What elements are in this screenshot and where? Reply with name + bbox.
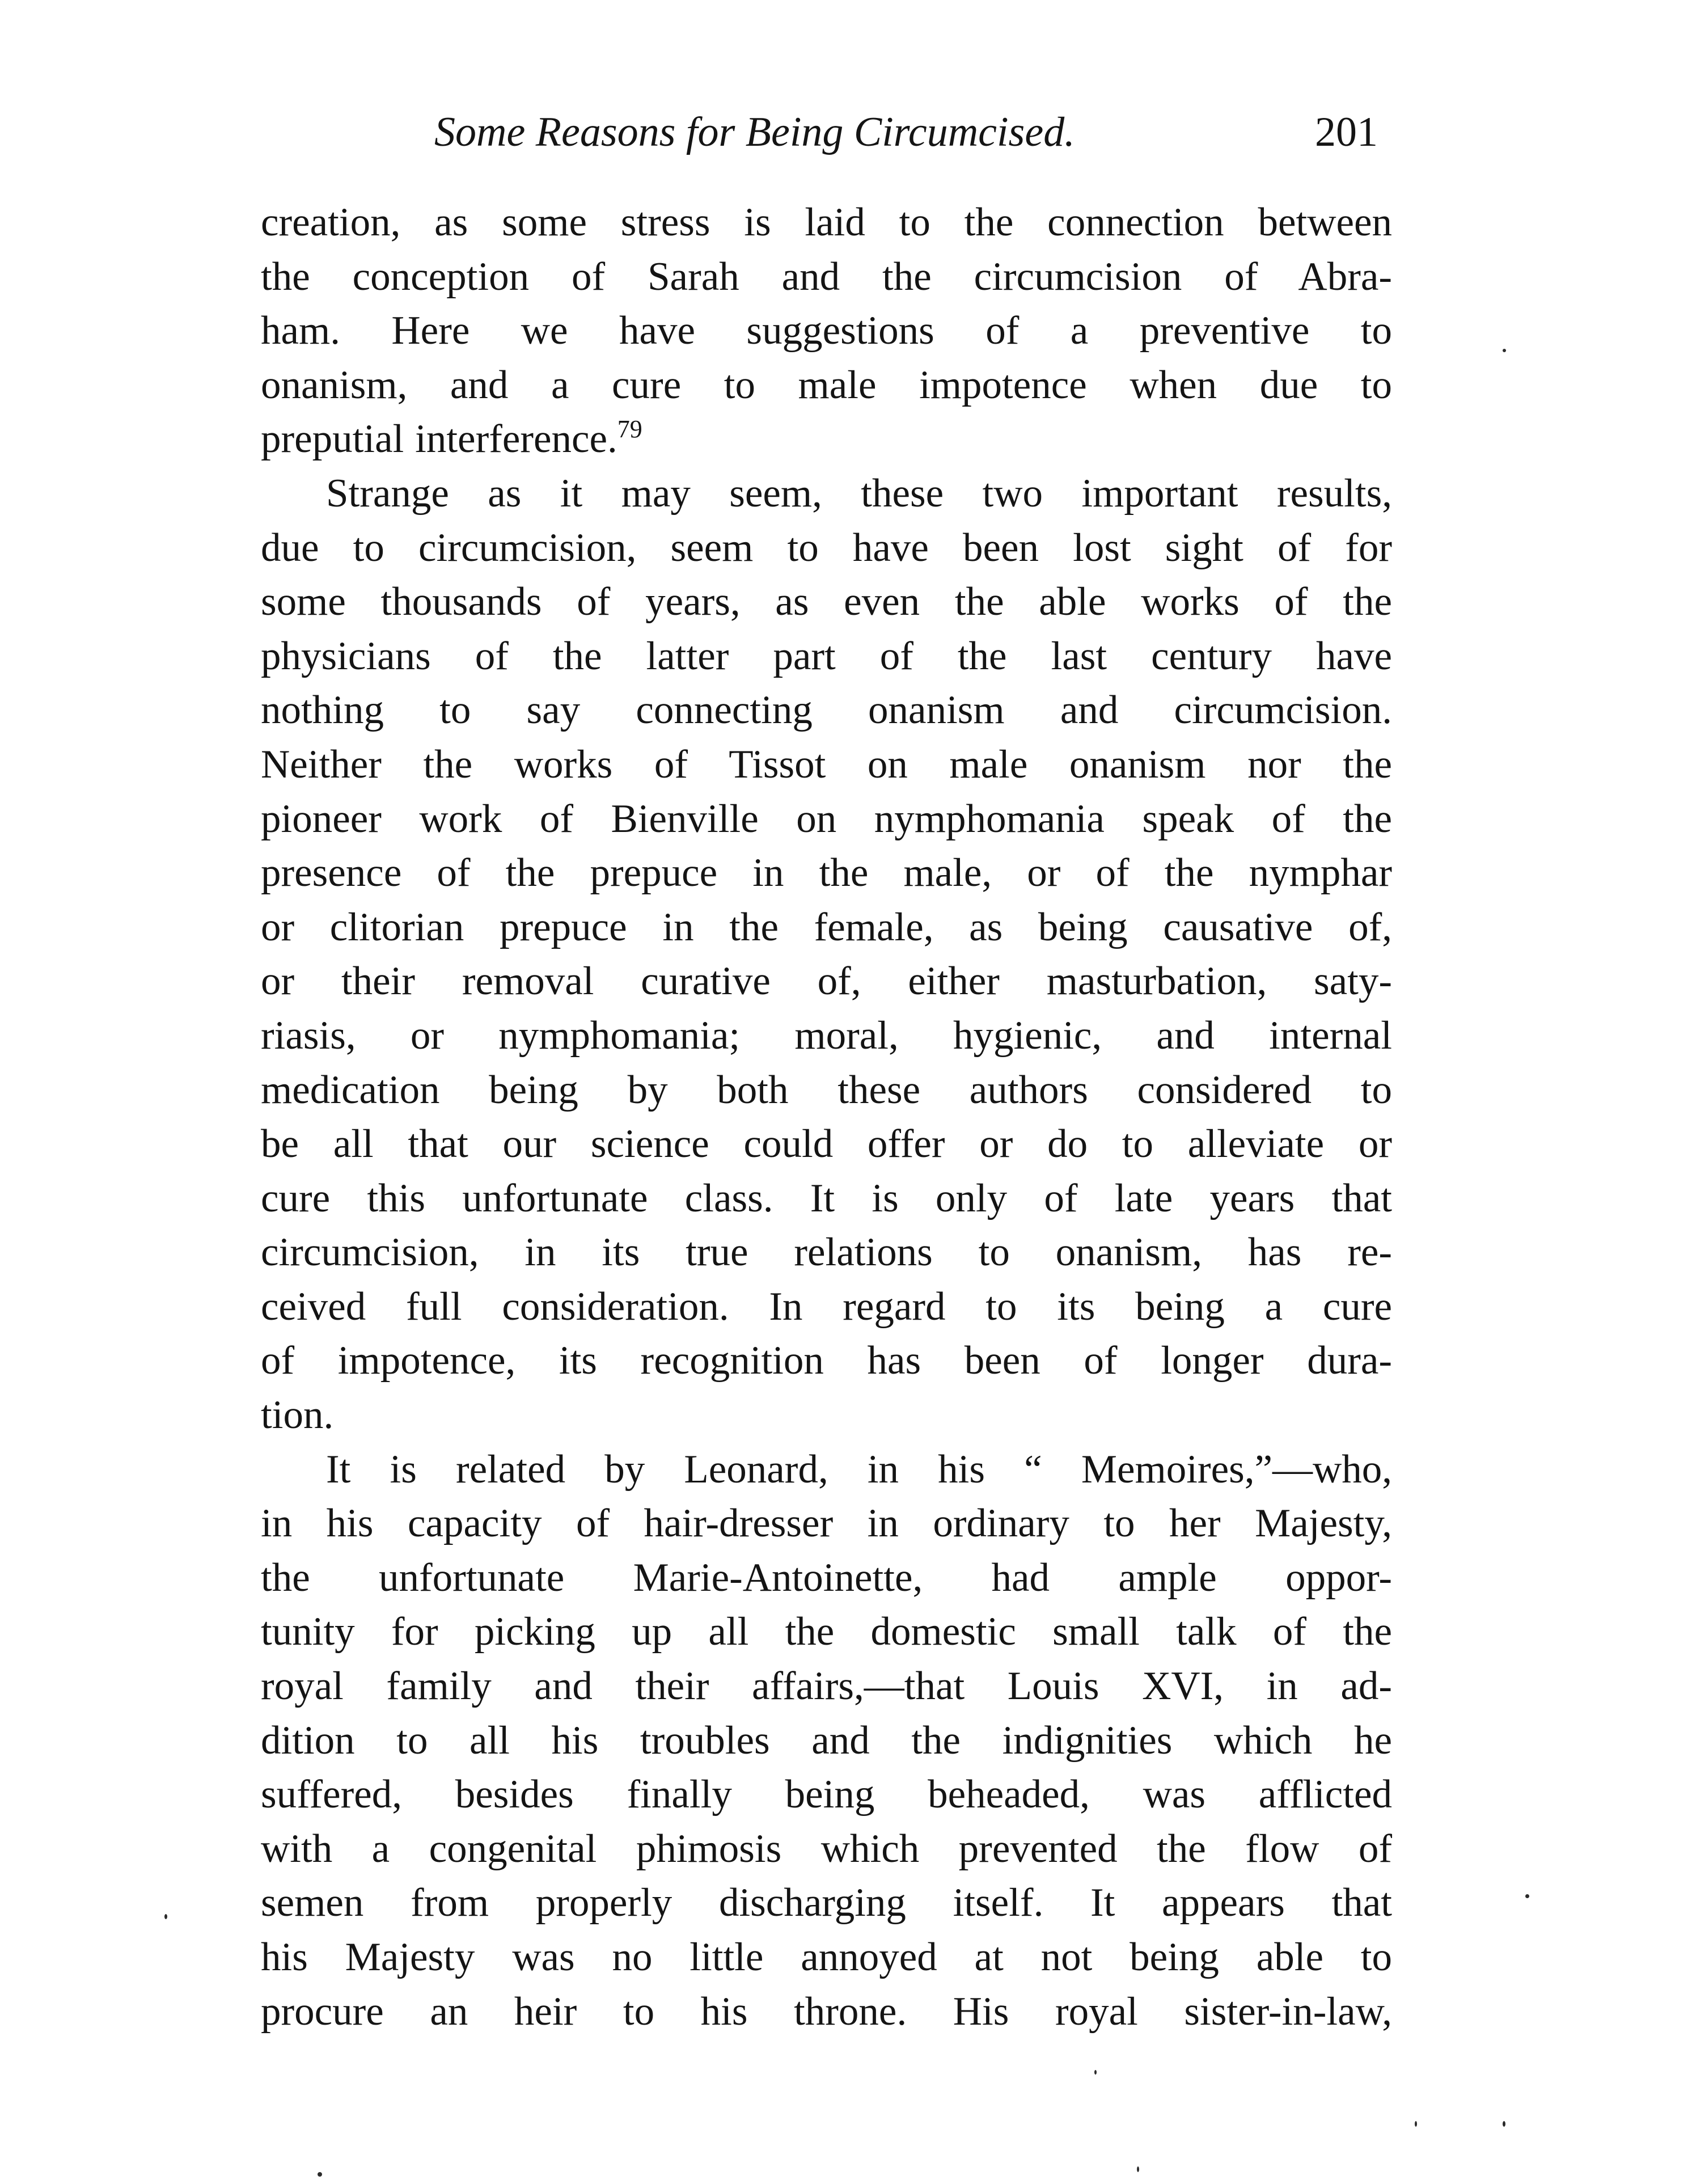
text-line: tion.: [261, 1393, 334, 1438]
text-line: semen from properly discharging itself. It appears that: [261, 1881, 1392, 1925]
text-line: dition to all his troubles and the indignities which he: [261, 1718, 1392, 1763]
scan-speck: [164, 1914, 167, 1919]
scan-speck: [1503, 349, 1506, 352]
text-line: pioneer work of Bienville on nymphomania speak of the: [261, 796, 1392, 841]
text-line-content: preputial interference.: [261, 417, 617, 462]
scan-speck: [1525, 1894, 1529, 1898]
text-line: the conception of Sarah and the circumcision of Abra-: [261, 254, 1392, 299]
text-line: Strange as it may seem, these two important results,: [326, 471, 1392, 516]
text-line: medication being by both these authors considered to: [261, 1067, 1392, 1112]
running-title: Some Reasons for Being Circumcised.: [434, 109, 1075, 155]
footnote-reference: 79: [617, 415, 642, 443]
text-line: Neither the works of Tissot on male onanism nor the: [261, 742, 1392, 787]
text-line: or clitorian prepuce in the female, as being causative of,: [261, 905, 1392, 949]
text-line: ceived full consideration. In regard to its being a cure: [261, 1284, 1392, 1329]
text-line: riasis, or nymphomania; moral, hygienic, and internal: [261, 1013, 1392, 1058]
text-line: ham. Here we have suggestions of a preventive to: [261, 309, 1392, 353]
text-line: his Majesty was no little annoyed at not being able to: [261, 1935, 1392, 1979]
text-line: [261, 412, 1392, 467]
text-line: with a congenital phimosis which prevented the flow of: [261, 1826, 1392, 1871]
text-line: royal family and their affairs,—that Louis XVI, in ad-: [261, 1664, 1392, 1709]
text-line: tunity for picking up all the domestic small talk of the: [261, 1610, 1392, 1654]
text-line: in his capacity of hair-dresser in ordinary to her Majesty,: [261, 1501, 1392, 1546]
text-line: of impotence, its recognition has been of longer dura-: [261, 1338, 1392, 1383]
text-line: physicians of the latter part of the last century have: [261, 633, 1392, 678]
scan-speck: [1094, 2070, 1097, 2075]
text-line: circumcision, in its true relations to onanism, has re-: [261, 1230, 1392, 1275]
text-line: procure an heir to his throne. His royal sister-in-law,: [261, 1989, 1392, 2034]
page-number: 201: [1315, 109, 1378, 155]
text-line: due to circumcision, seem to have been lost sight of for: [261, 525, 1392, 570]
text-line: or their removal curative of, either masturbation, saty-: [261, 959, 1392, 1004]
text-line: suffered, besides finally being beheaded, was afflicted: [261, 1772, 1392, 1817]
text-line: some thousands of years, as even the able works of the: [261, 580, 1392, 624]
text-line: creation, as some stress is laid to the connection between: [261, 200, 1392, 244]
scan-speck: [1415, 2121, 1417, 2127]
scan-speck: [1503, 2121, 1505, 2127]
text-line: be all that our science could offer or do to alleviate or: [261, 1122, 1392, 1167]
running-head: [261, 101, 1378, 163]
text-line: It is related by Leonard, in his “ Memoires,”—who,: [326, 1447, 1392, 1492]
scan-speck: [1137, 2166, 1139, 2172]
text-line: presence of the prepuce in the male, or of the nymphar: [261, 851, 1392, 895]
text-line: nothing to say connecting onanism and circumcision.: [261, 688, 1392, 733]
text-line: the unfortunate Marie-Antoinette, had ample oppor-: [261, 1555, 1392, 1600]
body-text: [261, 196, 1392, 2039]
scan-speck: [318, 2172, 322, 2177]
text-line: cure this unfortunate class. It is only of late years that: [261, 1176, 1392, 1220]
text-line: onanism, and a cure to male impotence when due to: [261, 362, 1392, 407]
